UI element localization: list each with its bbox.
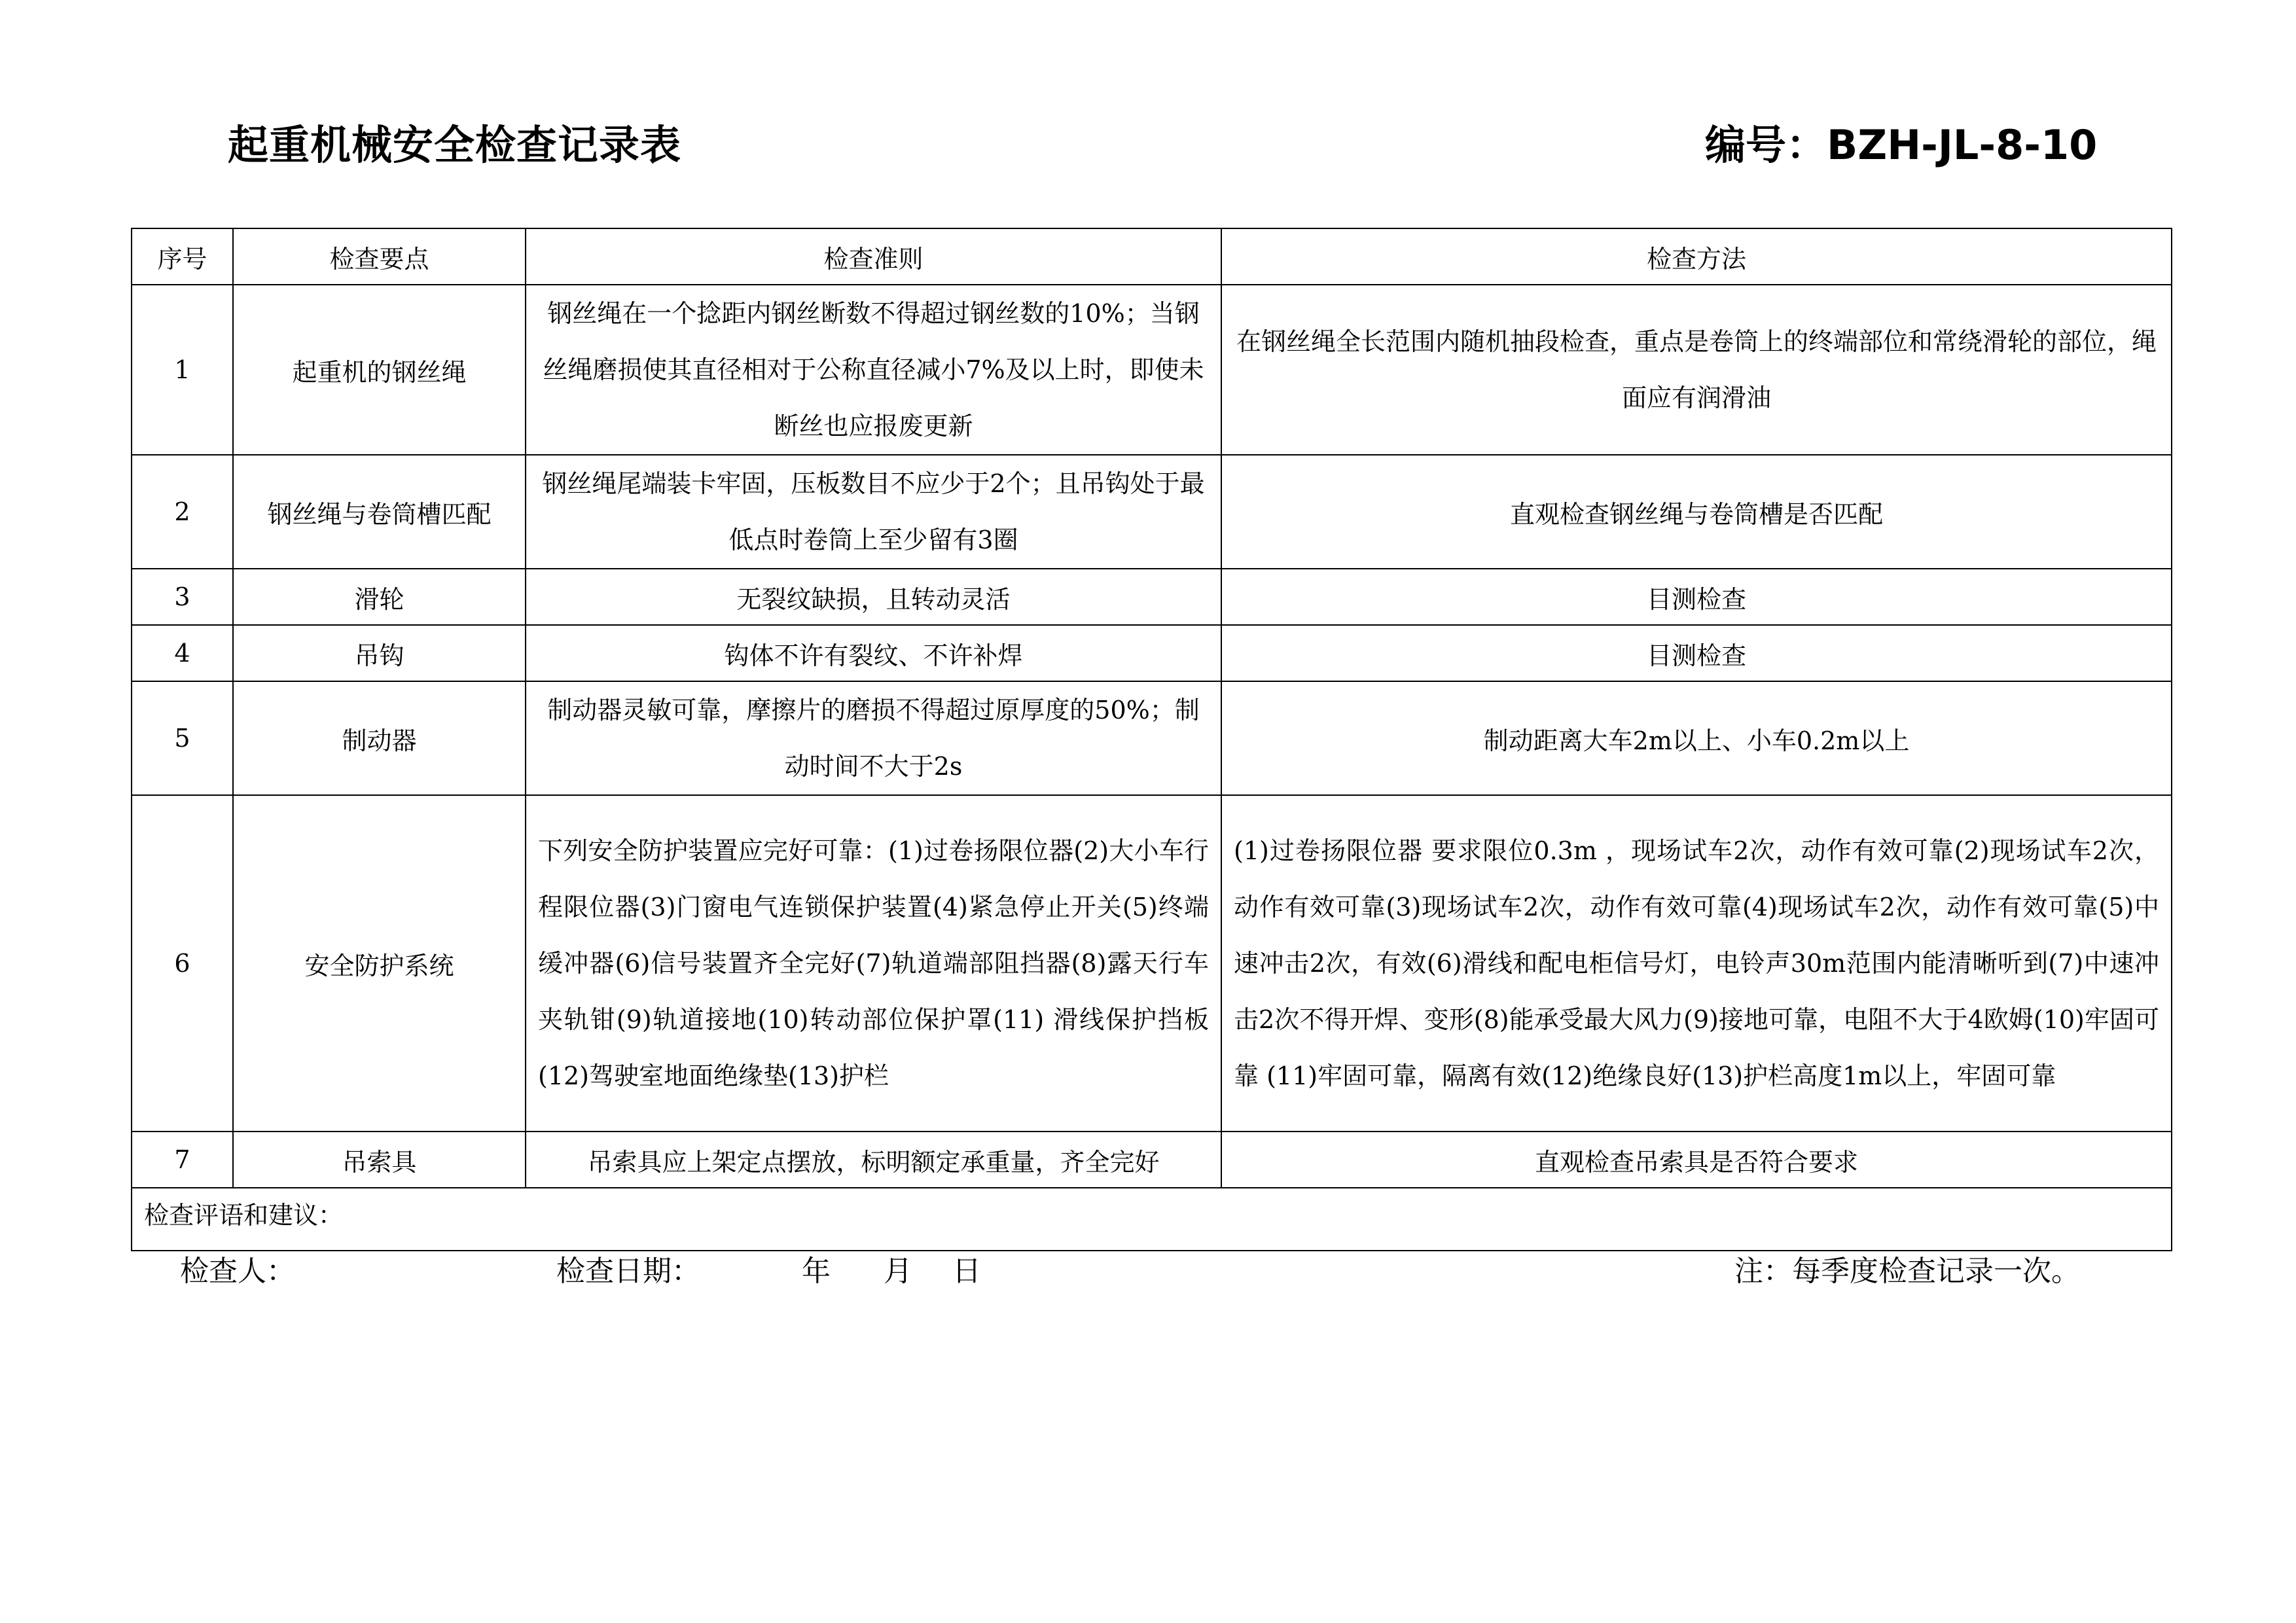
row-method: 直观检查钢丝绳与卷筒槽是否匹配 bbox=[1221, 455, 2172, 569]
row-point: 起重机的钢丝绳 bbox=[233, 285, 526, 455]
row-criterion: 下列安全防护装置应完好可靠：(1)过卷扬限位器(2)大小车行程限位器(3)门窗电气连锁保护装置(4)紧急停止开关(5)终端缓冲器(6)信号装置齐全完好(7)轨道端部阻挡器(8)露天行车夹轨钳(9)轨道接地(10)转动部位保护罩(11) 滑线保护挡板 (12)驾驶室地面绝缘垫(13)护栏 bbox=[526, 795, 1221, 1132]
row-no: 7 bbox=[132, 1132, 233, 1188]
row-method: 在钢丝绳全长范围内随机抽段检查，重点是卷筒上的终端部位和常绕滑轮的部位，绳面应有润滑油 bbox=[1221, 285, 2172, 455]
row-point: 吊钩 bbox=[233, 625, 526, 681]
table-row bbox=[132, 455, 2172, 569]
row-criterion: 钩体不许有裂纹、不许补焊 bbox=[526, 625, 1221, 681]
table-header-row bbox=[132, 228, 2172, 285]
row-method: (1)过卷扬限位器 要求限位0.3m ，现场试车2次，动作有效可靠(2)现场试车2次，动作有效可靠(3)现场试车2次，动作有效可靠(4)现场试车2次，动作有效可靠(5)中速冲击2次，有效(6)滑线和配电柜信号灯，电铃声30m范围内能清晰听到(7)中速冲击2次不得开焊、变形(8)能承受最大风力(9)接地可靠，电阻不大于4欧姆(10)牢固可靠 (11)牢固可靠，隔离有效(12)绝缘良好(13)护栏高度1m以上，牢固可靠 bbox=[1221, 795, 2172, 1132]
date-month: 月 bbox=[884, 1255, 912, 1288]
table-row bbox=[132, 625, 2172, 681]
row-point: 钢丝绳与卷筒槽匹配 bbox=[233, 455, 526, 569]
remarks-row bbox=[132, 1188, 2172, 1251]
row-point: 安全防护系统 bbox=[233, 795, 526, 1132]
inspector-label: 检查人： bbox=[180, 1255, 295, 1288]
header-point: 检查要点 bbox=[233, 228, 526, 285]
row-criterion: 制动器灵敏可靠，摩擦片的磨损不得超过原厚度的50%；制动时间不大于2s bbox=[526, 681, 1221, 795]
table-row bbox=[132, 285, 2172, 455]
row-no: 3 bbox=[132, 569, 233, 625]
header-criterion: 检查准则 bbox=[526, 228, 1221, 285]
table-row bbox=[132, 795, 2172, 1132]
row-no: 2 bbox=[132, 455, 233, 569]
row-point: 吊索具 bbox=[233, 1132, 526, 1188]
frequency-note: 注：每季度检查记录一次。 bbox=[1734, 1255, 2080, 1288]
row-point: 制动器 bbox=[233, 681, 526, 795]
row-no: 4 bbox=[132, 625, 233, 681]
row-method: 制动距离大车2m以上、小车0.2m以上 bbox=[1221, 681, 2172, 795]
header-method: 检查方法 bbox=[1221, 228, 2172, 285]
table-row bbox=[132, 681, 2172, 795]
date-year: 年 bbox=[802, 1255, 831, 1288]
document-title: 起重机械安全检查记录表 bbox=[228, 121, 682, 169]
row-method: 目测检查 bbox=[1221, 569, 2172, 625]
row-no: 6 bbox=[132, 795, 233, 1132]
inspection-table bbox=[131, 228, 2172, 1251]
row-method: 直观检查吊索具是否符合要求 bbox=[1221, 1132, 2172, 1188]
row-no: 1 bbox=[132, 285, 233, 455]
remarks-field[interactable]: 检查评语和建议： bbox=[132, 1188, 2172, 1251]
row-criterion: 吊索具应上架定点摆放，标明额定承重量，齐全完好 bbox=[526, 1132, 1221, 1188]
row-method: 目测检查 bbox=[1221, 625, 2172, 681]
row-criterion: 钢丝绳尾端装卡牢固，压板数目不应少于2个；且吊钩处于最低点时卷筒上至少留有3圈 bbox=[526, 455, 1221, 569]
row-point: 滑轮 bbox=[233, 569, 526, 625]
date-label: 检查日期： bbox=[556, 1255, 700, 1288]
date-day: 日 bbox=[952, 1255, 981, 1288]
row-criterion: 无裂纹缺损，且转动灵活 bbox=[526, 569, 1221, 625]
document-code: 编号：BZH-JL-8-10 bbox=[1705, 121, 2098, 169]
header-no: 序号 bbox=[132, 228, 233, 285]
table-row bbox=[132, 569, 2172, 625]
row-criterion: 钢丝绳在一个捻距内钢丝断数不得超过钢丝数的10%；当钢丝绳磨损使其直径相对于公称直径减小7%及以上时，即使未断丝也应报废更新 bbox=[526, 285, 1221, 455]
table-row bbox=[132, 1132, 2172, 1188]
row-no: 5 bbox=[132, 681, 233, 795]
